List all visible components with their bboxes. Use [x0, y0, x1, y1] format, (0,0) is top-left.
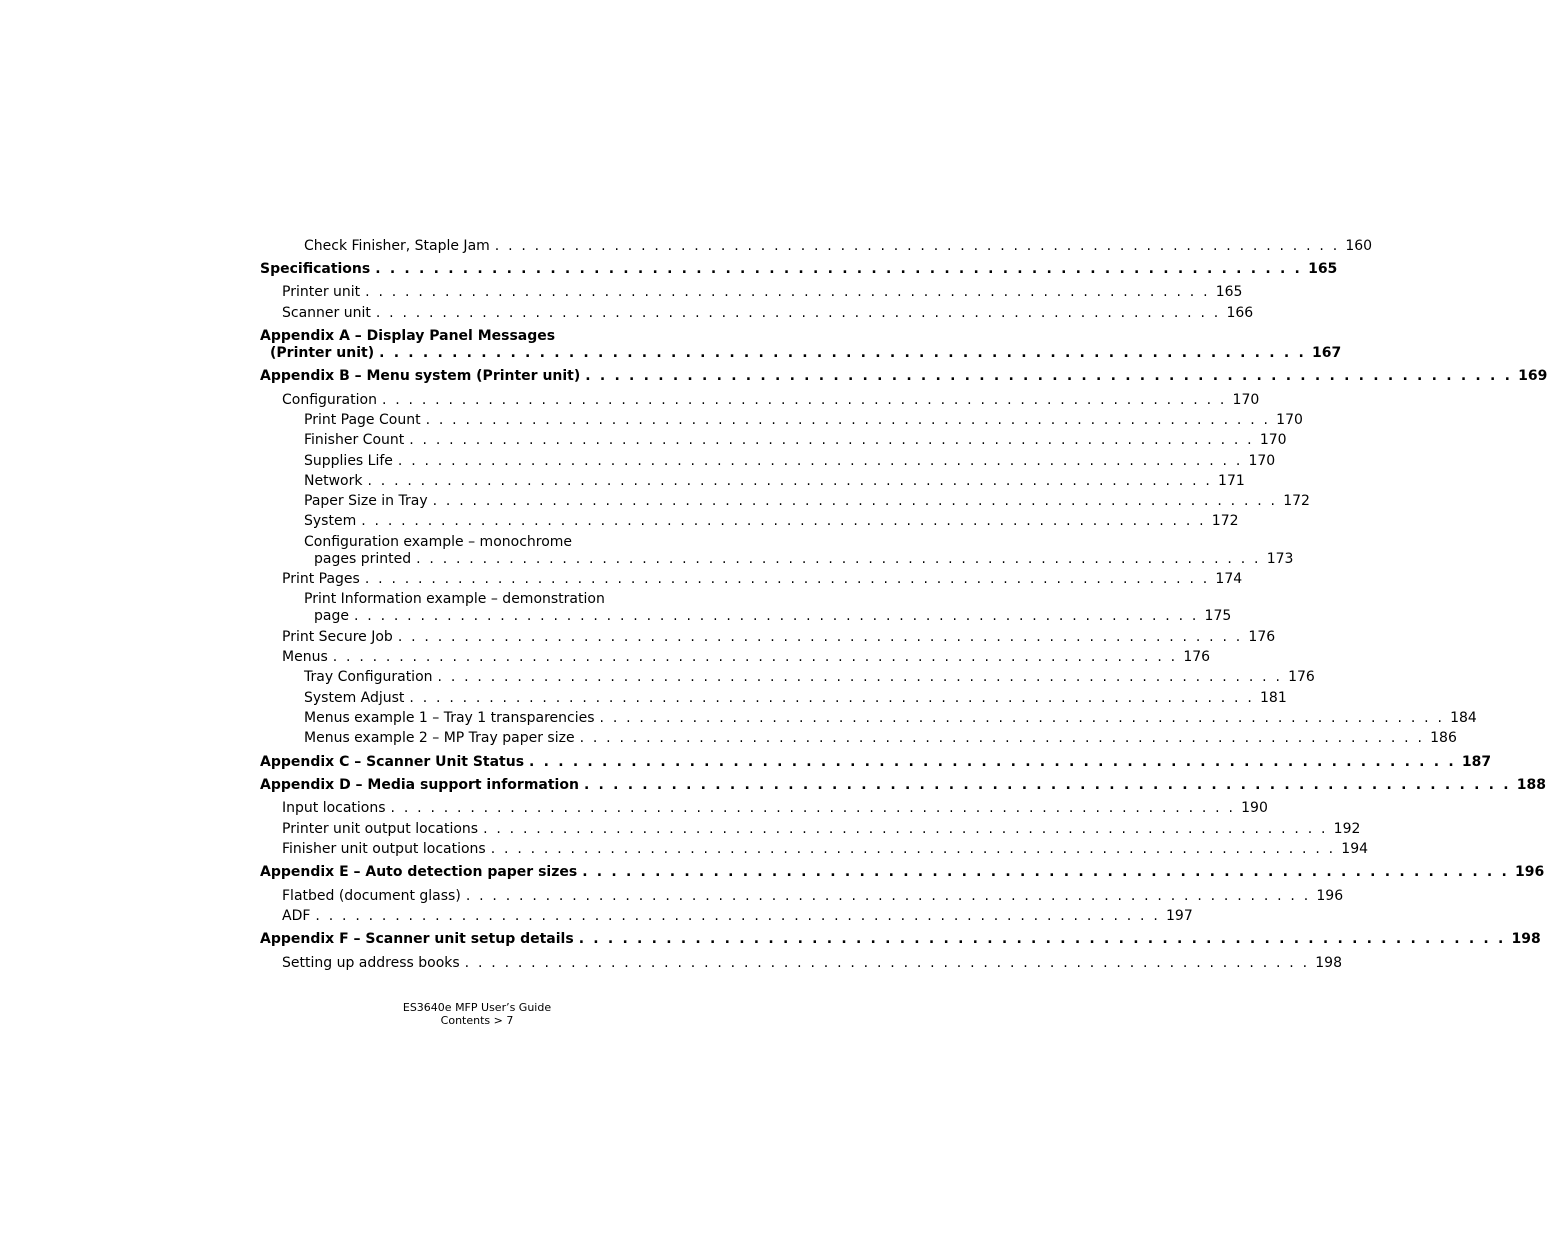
- toc-page-number: 196: [1316, 888, 1344, 904]
- toc-entry-title: Configuration: [282, 392, 377, 408]
- toc-page-number: 181: [1260, 690, 1287, 706]
- toc-entry-title: Supplies Life: [304, 453, 393, 469]
- dot-leader: . . . . . . . . . . . . . . . . . . . . . . . . . . . . . . . . . . . . . . . . . . . . . . . . . . . . . . . . . . . . . . . .: [353, 608, 1199, 624]
- toc-page-number: 172: [1211, 513, 1239, 529]
- toc-page-number: 166: [1226, 305, 1254, 321]
- toc-page-number: 198: [1315, 955, 1342, 971]
- dot-leader: . . . . . . . . . . . . . . . . . . . . . . . . . . . . . . . . . . . . . . . . . . . . . . . . . . . . . . . . . . . . . . . .: [578, 931, 1506, 947]
- dot-leader: . . . . . . . . . . . . . . . . . . . . . . . . . . . . . . . . . . . . . . . . . . . . . . . . . . . . . . . . . . . . . . . .: [375, 261, 1303, 277]
- toc-entry-title: ADF: [282, 908, 311, 924]
- toc-entry-title: Flatbed (document glass): [282, 888, 461, 904]
- toc-page-number: 188: [1516, 777, 1547, 793]
- toc-entry-title-continued: (Printer unit): [270, 345, 375, 361]
- toc-entry-title: Tray Configuration: [304, 669, 433, 685]
- dot-leader: . . . . . . . . . . . . . . . . . . . . . . . . . . . . . . . . . . . . . . . . . . . . . . . . . . . . . . . . . . . . . . . .: [367, 473, 1213, 489]
- toc-entry-title: Printer unit output locations: [282, 821, 479, 837]
- toc-page-number: 197: [1166, 908, 1193, 924]
- toc-page-number: 190: [1241, 800, 1268, 816]
- toc-page-number: 170: [1259, 432, 1287, 448]
- toc-entry-title: Configuration example – monochrome: [304, 534, 573, 550]
- toc-page-number: 186: [1430, 730, 1457, 746]
- footer-section: Contents > 7: [440, 1014, 514, 1027]
- dot-leader: . . . . . . . . . . . . . . . . . . . . . . . . . . . . . . . . . . . . . . . . . . . . . . . . . . . . . . . . . . . . . . . .: [437, 669, 1283, 685]
- dot-leader: . . . . . . . . . . . . . . . . . . . . . . . . . . . . . . . . . . . . . . . . . . . . . . . . . . . . . . . . . . . . . . . .: [583, 777, 1511, 793]
- toc-entry-title: Finisher Count: [304, 432, 405, 448]
- toc-page-number: 184: [1450, 710, 1477, 726]
- toc-page-number: 175: [1204, 608, 1232, 624]
- toc-entry-title: Setting up address books: [282, 955, 460, 971]
- toc-entry-title-continued: page: [314, 608, 349, 624]
- toc-page-number: 170: [1248, 453, 1276, 469]
- toc-page-number: 172: [1283, 493, 1310, 509]
- toc-page-number: 160: [1345, 238, 1373, 254]
- toc-page-number: 169: [1518, 368, 1547, 384]
- toc-entry-title: Appendix D – Media support information: [260, 777, 579, 793]
- toc-entry-title: Scanner unit: [282, 305, 371, 321]
- toc-page-number: 174: [1215, 571, 1243, 587]
- toc-entry-title: Appendix A – Display Panel Messages: [260, 328, 556, 344]
- toc-page-number: 196: [1515, 864, 1545, 880]
- toc-entry-title: Print Secure Job: [282, 629, 393, 645]
- toc-page-number: 176: [1288, 669, 1315, 685]
- dot-leader: . . . . . . . . . . . . . . . . . . . . . . . . . . . . . . . . . . . . . . . . . . . . . . . . . . . . . . . . . . . . . . . .: [490, 841, 1336, 857]
- dot-leader: . . . . . . . . . . . . . . . . . . . . . . . . . . . . . . . . . . . . . . . . . . . . . . . . . . . . . . . . . . . . . . . .: [599, 710, 1445, 726]
- toc-entry-title: Paper Size in Tray: [304, 493, 428, 509]
- toc-page-number: 170: [1232, 392, 1260, 408]
- footer-guide-title: ES3640e MFP User’s Guide: [402, 1001, 552, 1014]
- toc-entry-title: Appendix C – Scanner Unit Status: [260, 754, 525, 770]
- toc-entry-title: Finisher unit output locations: [282, 841, 486, 857]
- toc-entry-title: Menus example 1 – Tray 1 transparencies: [304, 710, 595, 726]
- toc-entry-title: Input locations: [282, 800, 386, 816]
- dot-leader: . . . . . . . . . . . . . . . . . . . . . . . . . . . . . . . . . . . . . . . . . . . . . . . . . . . . . . . . . . . . . . . .: [375, 305, 1221, 321]
- toc-page-number: 187: [1461, 754, 1492, 770]
- toc-page-number: 192: [1333, 821, 1361, 837]
- dot-leader: . . . . . . . . . . . . . . . . . . . . . . . . . . . . . . . . . . . . . . . . . . . . . . . . . . . . . . . . . . . . . . . .: [529, 754, 1456, 770]
- toc-page-number: 171: [1218, 473, 1245, 489]
- toc-entry-title: Print Information example – demonstration: [304, 591, 605, 607]
- dot-leader: . . . . . . . . . . . . . . . . . . . . . . . . . . . . . . . . . . . . . . . . . . . . . . . . . . . . . . . . . . . . . . . .: [425, 412, 1271, 428]
- dot-leader: . . . . . . . . . . . . . . . . . . . . . . . . . . . . . . . . . . . . . . . . . . . . . . . . . . . . . . . . . . . . . . . .: [365, 284, 1210, 300]
- dot-leader: . . . . . . . . . . . . . . . . . . . . . . . . . . . . . . . . . . . . . . . . . . . . . . . . . . . . . . . . . . . . . . . .: [364, 571, 1210, 587]
- dot-leader: . . . . . . . . . . . . . . . . . . . . . . . . . . . . . . . . . . . . . . . . . . . . . . . . . . . . . . . . . . . . . . . .: [464, 955, 1310, 971]
- toc-page-number: 170: [1276, 412, 1303, 428]
- dot-leader: . . . . . . . . . . . . . . . . . . . . . . . . . . . . . . . . . . . . . . . . . . . . . . . . . . . . . . . . . . . . . . . .: [332, 649, 1178, 665]
- dot-leader: . . . . . . . . . . . . . . . . . . . . . . . . . . . . . . . . . . . . . . . . . . . . . . . . . . . . . . . . . . . . . . . .: [361, 513, 1206, 529]
- toc-entry-title: Specifications: [260, 261, 371, 277]
- dot-leader: . . . . . . . . . . . . . . . . . . . . . . . . . . . . . . . . . . . . . . . . . . . . . . . . . . . . . . . . . . . . . . . .: [494, 238, 1340, 254]
- toc-page-number: 194: [1341, 841, 1369, 857]
- toc-entry-title: Print Page Count: [304, 412, 421, 428]
- toc-page-number: 167: [1311, 345, 1342, 361]
- dot-leader: . . . . . . . . . . . . . . . . . . . . . . . . . . . . . . . . . . . . . . . . . . . . . . . . . . . . . . . . . . . . . . . .: [432, 493, 1278, 509]
- toc-entry-title: Menus: [282, 649, 328, 665]
- toc-entry-title: System Adjust: [304, 690, 405, 706]
- dot-leader: . . . . . . . . . . . . . . . . . . . . . . . . . . . . . . . . . . . . . . . . . . . . . . . . . . . . . . . . . . . . . . . .: [390, 800, 1236, 816]
- toc-page-number: 198: [1511, 931, 1541, 947]
- page-footer: [0, 1001, 954, 1027]
- toc-entry-title: Printer unit: [282, 284, 361, 300]
- dot-leader: . . . . . . . . . . . . . . . . . . . . . . . . . . . . . . . . . . . . . . . . . . . . . . . . . . . . . . . . . . . . . . . .: [379, 345, 1306, 361]
- toc-page-number: 176: [1248, 629, 1276, 645]
- dot-leader: . . . . . . . . . . . . . . . . . . . . . . . . . . . . . . . . . . . . . . . . . . . . . . . . . . . . . . . . . . . . . . . .: [381, 392, 1227, 408]
- toc-page-number: 165: [1308, 261, 1338, 277]
- toc-entry-title: Appendix E – Auto detection paper sizes: [260, 864, 578, 880]
- toc-entry-title-continued: pages printed: [314, 551, 412, 567]
- toc-entry-title: Menus example 2 – MP Tray paper size: [304, 730, 575, 746]
- toc-page-number: 176: [1183, 649, 1211, 665]
- dot-leader: . . . . . . . . . . . . . . . . . . . . . . . . . . . . . . . . . . . . . . . . . . . . . . . . . . . . . . . . . . . . . . . .: [483, 821, 1328, 837]
- dot-leader: . . . . . . . . . . . . . . . . . . . . . . . . . . . . . . . . . . . . . . . . . . . . . . . . . . . . . . . . . . . . . . . .: [409, 690, 1254, 706]
- toc-page-number: 173: [1266, 551, 1294, 567]
- dot-leader: . . . . . . . . . . . . . . . . . . . . . . . . . . . . . . . . . . . . . . . . . . . . . . . . . . . . . . . . . . . . . . . .: [582, 864, 1510, 880]
- toc-page-number: 165: [1215, 284, 1243, 300]
- dot-leader: . . . . . . . . . . . . . . . . . . . . . . . . . . . . . . . . . . . . . . . . . . . . . . . . . . . . . . . . . . . . . . . .: [397, 453, 1243, 469]
- dot-leader: . . . . . . . . . . . . . . . . . . . . . . . . . . . . . . . . . . . . . . . . . . . . . . . . . . . . . . . . . . . . . . . .: [579, 730, 1425, 746]
- toc-entry-title: Check Finisher, Staple Jam: [304, 238, 490, 254]
- toc-entry-title: System: [304, 513, 357, 529]
- dot-leader: . . . . . . . . . . . . . . . . . . . . . . . . . . . . . . . . . . . . . . . . . . . . . . . . . . . . . . . . . . . . . . . .: [397, 629, 1243, 645]
- dot-leader: . . . . . . . . . . . . . . . . . . . . . . . . . . . . . . . . . . . . . . . . . . . . . . . . . . . . . . . . . . . . . . . .: [416, 551, 1261, 567]
- toc-entry-title: Appendix F – Scanner unit setup details: [260, 931, 574, 947]
- toc-entry-title: Network: [304, 473, 363, 489]
- dot-leader: . . . . . . . . . . . . . . . . . . . . . . . . . . . . . . . . . . . . . . . . . . . . . . . . . . . . . . . . . . . . . . . .: [409, 432, 1254, 448]
- toc-entry-title: Appendix B – Menu system (Printer unit): [260, 368, 581, 384]
- dot-leader: . . . . . . . . . . . . . . . . . . . . . . . . . . . . . . . . . . . . . . . . . . . . . . . . . . . . . . . . . . . . . . . .: [465, 888, 1311, 904]
- dot-leader: . . . . . . . . . . . . . . . . . . . . . . . . . . . . . . . . . . . . . . . . . . . . . . . . . . . . . . . . . . . . . . . .: [585, 368, 1513, 384]
- dot-leader: . . . . . . . . . . . . . . . . . . . . . . . . . . . . . . . . . . . . . . . . . . . . . . . . . . . . . . . . . . . . . . . .: [315, 908, 1160, 924]
- toc-entry-title: Print Pages: [282, 571, 360, 587]
